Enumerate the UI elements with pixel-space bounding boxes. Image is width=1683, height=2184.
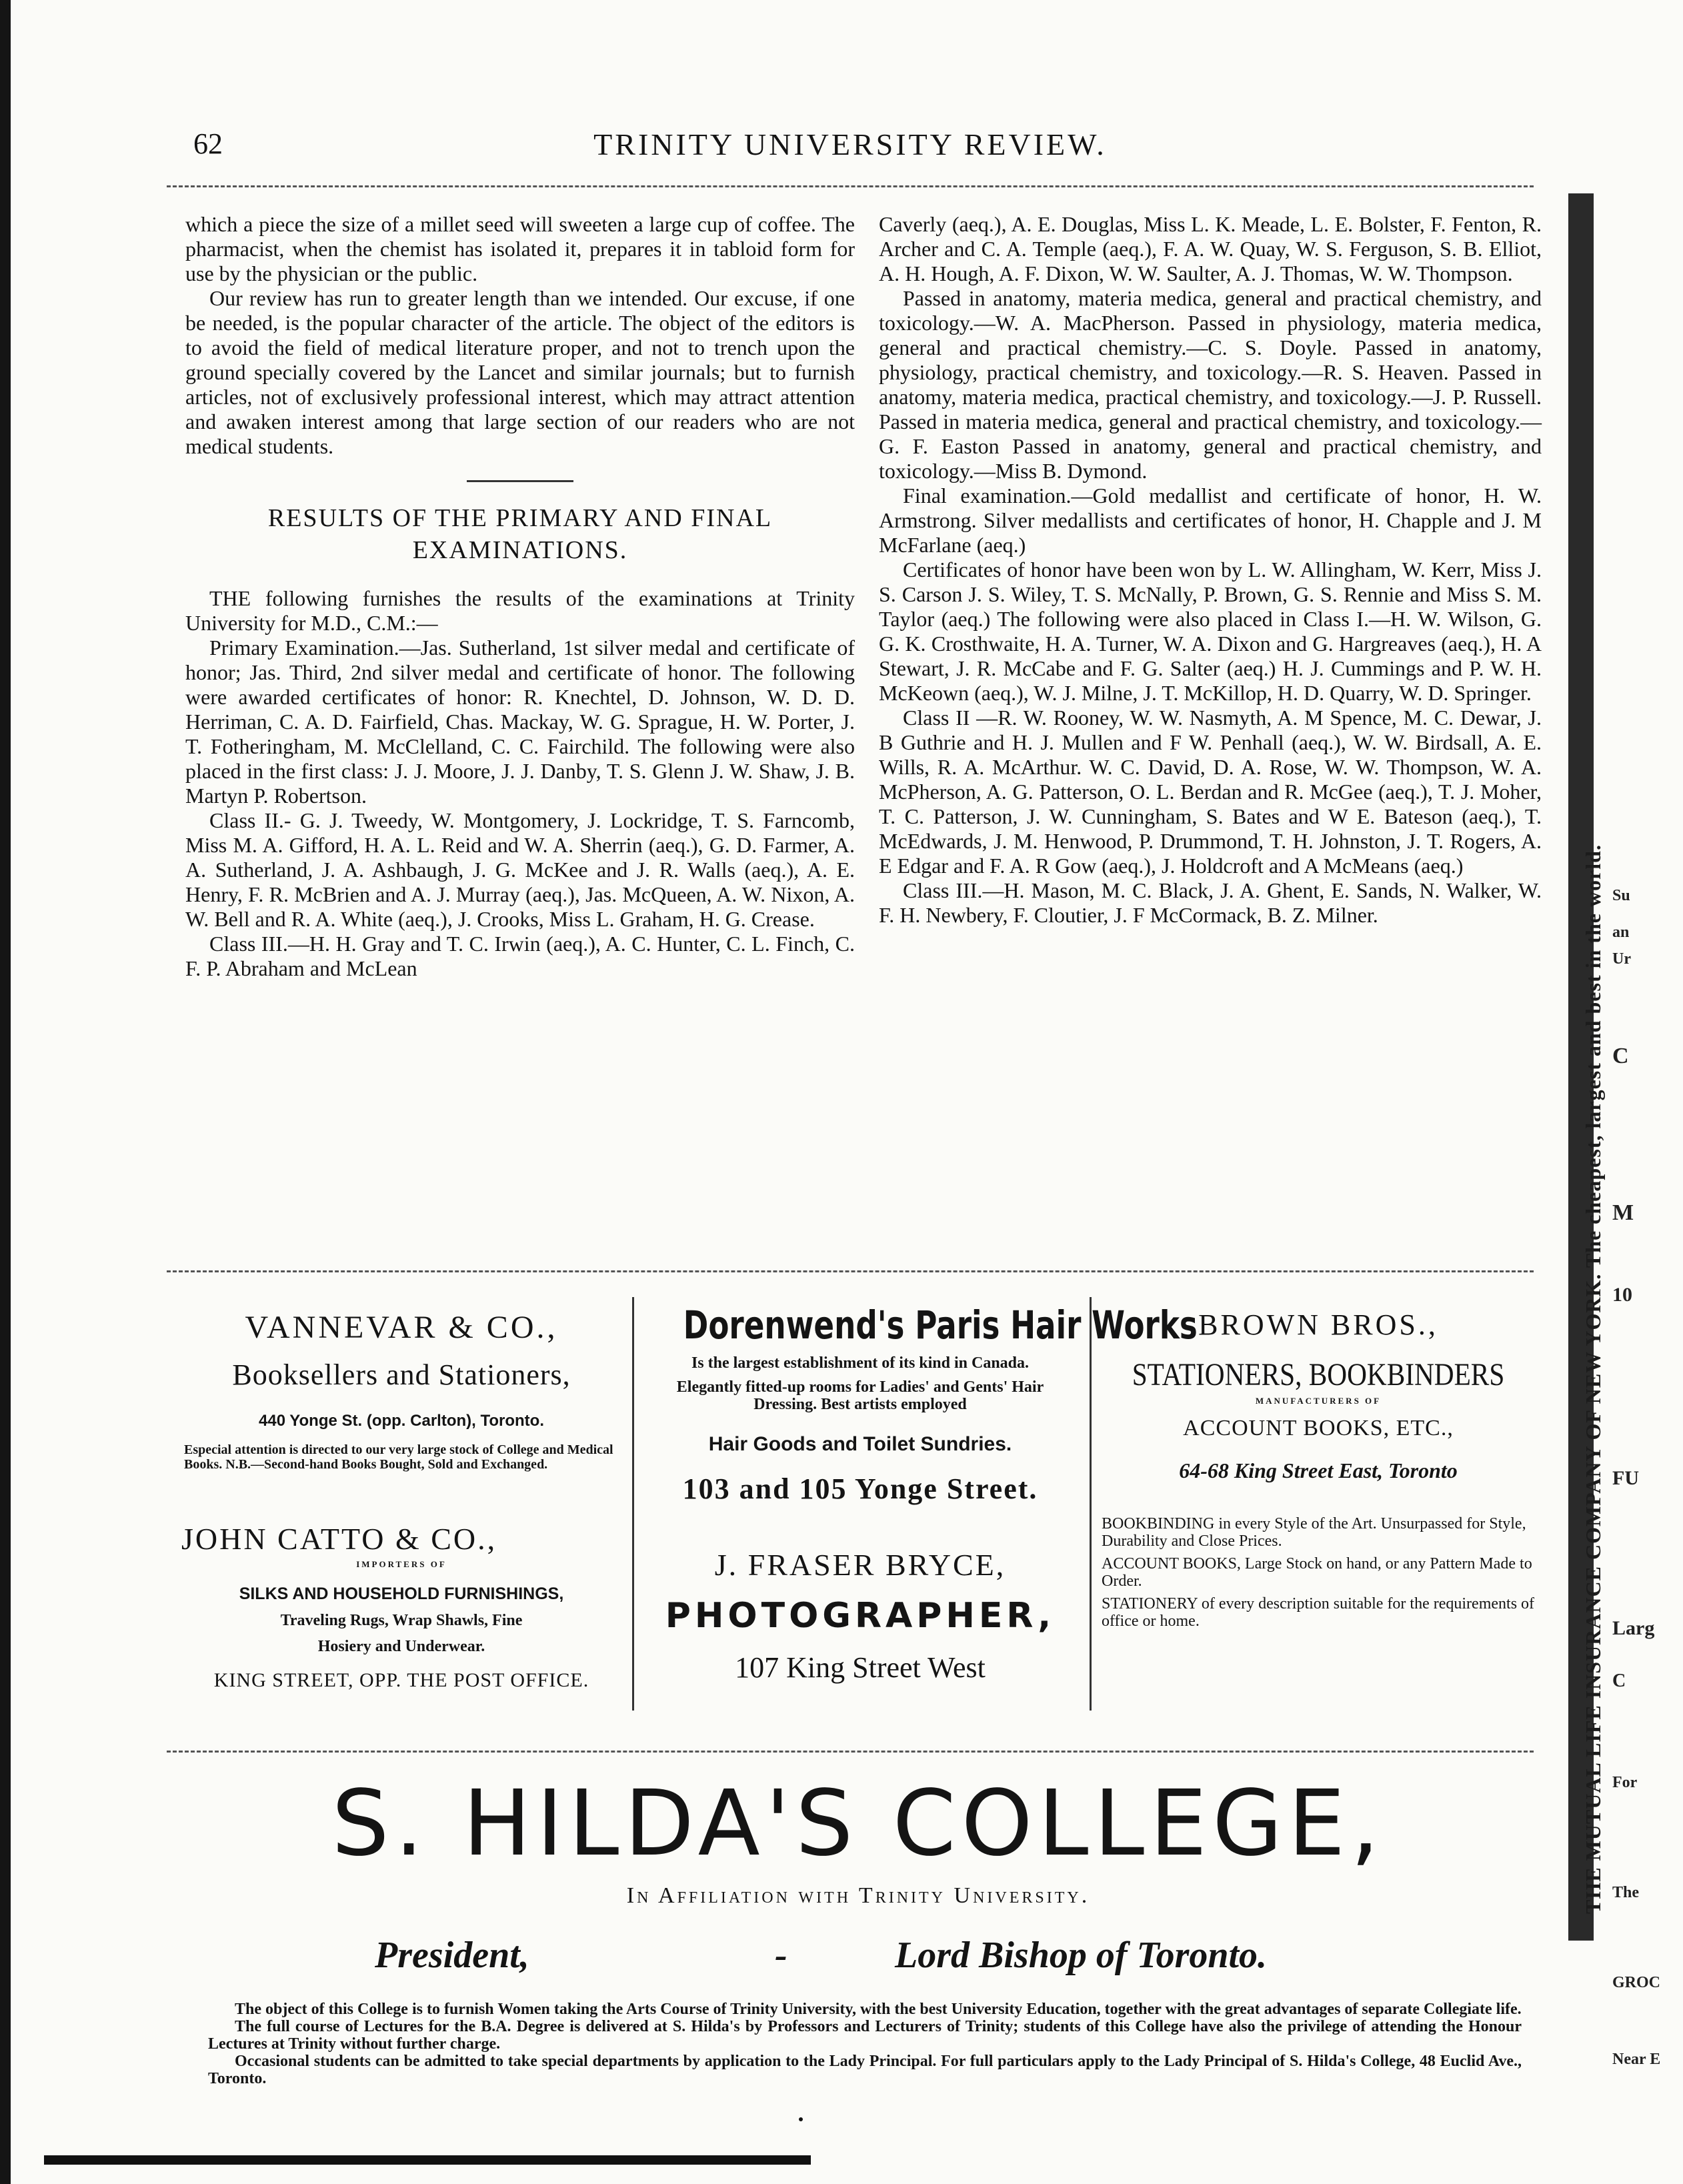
ads-rule bbox=[167, 1270, 1534, 1272]
ad-vannevar bbox=[175, 1284, 628, 1692]
hilda-title: S. HILDA'S COLLEGE, bbox=[331, 1771, 1385, 1877]
brown-account-books: ACCOUNT BOOKS, ETC., bbox=[1183, 1416, 1454, 1440]
section-divider bbox=[467, 480, 573, 482]
margin-fragment: an bbox=[1612, 924, 1630, 941]
right-column bbox=[879, 212, 1542, 928]
spine-advert-text: THE MUTUAL LIFE INSURANCE COMPANY OF NEW YORK. The cheapest, largest and best in the world. bbox=[1581, 844, 1605, 1914]
final-class-three: Class III.—H. Mason, M. C. Black, J. A. Ghent, E. Sands, N. Walker, W. F. H. Newbery, F. Cloutier, J. F McCormack, B. Z. Milner. bbox=[879, 878, 1542, 927]
brown-address: 64-68 King Street East, Toronto bbox=[1179, 1458, 1458, 1482]
brown-service-item: ACCOUNT BOOKS, Large Stock on hand, or any Pattern Made to Order. bbox=[1102, 1555, 1532, 1590]
partial-passes: Passed in anatomy, materia medica, general and practical chemistry, and toxicology.—W. A. MacPherson. Passed in physiology, materia medica, general and practical chemistry.—C. S. Doyle. Passed in anatomy, physiology, practical chemistry, and toxicology.—R. S. Heaven. Passed in anatomy, materia medica, practical chemistry, and toxicology.—J. P. Russell. Passed in materia medica, general and practical chemistry, and toxicology.—G. F. Easton Passed in anatomy, general and practical chemistry, and toxicology.—Miss B. Dymond. bbox=[879, 286, 1542, 483]
catto-importers: IMPORTERS OF bbox=[356, 1559, 447, 1569]
margin-fragment: FU bbox=[1612, 1467, 1639, 1489]
dorenwend-desc-1: Is the largest establishment of its kind in Canada. bbox=[691, 1354, 1030, 1372]
catto-street: KING STREET, OPP. THE POST OFFICE. bbox=[213, 1669, 589, 1691]
hilda-body bbox=[175, 2001, 1542, 2087]
margin-fragment: The bbox=[1612, 1884, 1640, 1901]
margin-fragment: GROC bbox=[1612, 1974, 1660, 1991]
hilda-paragraph: The object of this College is to furnish Women taking the Arts Course of Trinity University, with the best University Education, together with the great advantages of separate Collegiate life. bbox=[235, 2001, 1522, 2018]
primary-class-two: Class II.- G. J. Tweedy, W. Montgomery, J. Lockridge, T. S. Farncomb, Miss M. A. Gifford, H. A. L. Reid and W. A. Sherrin (aeq.), G. D. Farmer, A. A. Sutherland, J. A. Ashbaugh, J. G. McKee and J. R. Walls (aeq.), A. E. Henry, F. R. McBrien and A. J. Murray (aeq.), Jas. McQueen, A. W. Nixon, A. W. Bell and R. A. White (aeq.), J. Crooks, Miss L. Graham, H. G. Crease. bbox=[185, 808, 855, 931]
margin-fragment: Ur bbox=[1612, 950, 1631, 968]
margin-fragment: C bbox=[1612, 1671, 1626, 1691]
hilda-paragraph: The full course of Lectures for the B.A. Degree is delivered at S. Hilda's by Professors and Lecturers of Trinity; students of this College have also the privilege of attending the Honour Lectures at Trinity without further charge. bbox=[208, 2018, 1522, 2053]
vannevar-subtitle: Booksellers and Stationers, bbox=[232, 1358, 571, 1391]
print-speck bbox=[799, 2117, 803, 2121]
header-rule bbox=[167, 185, 1534, 187]
article-paragraph: Our review has run to greater length than we intended. Our excuse, if one be needed, is the popular character of the article. The object of the editors is to avoid the field of medical literature proper, and not to trench upon the ground specially covered by the Lancet and similar journals; but to furnish articles, not of exclusively professional interest, which may attract attention and awaken interest among that large section of our readers who are not medical students. bbox=[185, 286, 855, 458]
running-head bbox=[167, 127, 1534, 173]
brown-service-item: BOOKBINDING in every Style of the Art. Unsurpassed for Style, Durability and Close Prices. bbox=[1102, 1515, 1526, 1550]
dorenwend-desc-2: Elegantly fitted-up rooms for Ladies' and Gents' Hair Dressing. Best artists employed bbox=[676, 1378, 1044, 1413]
brown-name: BROWN BROS., bbox=[1198, 1308, 1438, 1341]
catto-silks: SILKS AND HOUSEHOLD FURNISHINGS, bbox=[239, 1584, 564, 1603]
margin-fragment: M bbox=[1612, 1200, 1634, 1225]
advertisements bbox=[175, 1284, 1542, 1744]
fraser-name: J. FRASER BRYCE, bbox=[714, 1548, 1006, 1582]
ad-dorenwend bbox=[633, 1284, 1198, 1685]
ad-brown-bros bbox=[1095, 1284, 1542, 1635]
catto-line-1: Traveling Rugs, Wrap Shawls, Fine bbox=[280, 1612, 523, 1629]
margin-fragment: C bbox=[1612, 1044, 1629, 1068]
margin-fragment: Su bbox=[1612, 887, 1630, 904]
page-number: 62 bbox=[193, 127, 223, 160]
dorenwend-sundries: Hair Goods and Toilet Sundries. bbox=[708, 1433, 1012, 1455]
section-heading: RESULTS OF THE PRIMARY AND FINAL EXAMINATIONS. bbox=[267, 504, 773, 564]
final-examination: Final examination.—Gold medallist and certificate of honor, H. W. Armstrong. Silver medallists and certificates of honor, H. Chapple and J. M McFarlane (aeq.) bbox=[879, 483, 1542, 557]
primary-examination: Primary Examination.—Jas. Sutherland, 1st silver medal and certificate of honor; Jas. Third, 2nd silver medal and certificate of honor. The following were awarded certificates of honor: R. Knechtel, D. Johnson, W. D. D. Herriman, C. A. D. Fairfield, Chas. Mackay, W. G. Sprague, H. W. Porter, J. T. Fotheringham, M. McClelland, C. C. Fairchild. The following were also placed in the first class: J. J. Moore, J. J. Danby, T. S. Glenn J. W. Shaw, J. B. Martyn P. Robertson. bbox=[185, 636, 855, 808]
fraser-profession: PHOTOGRAPHER, bbox=[665, 1596, 1056, 1636]
class-three-continuation: Caverly (aeq.), A. E. Douglas, Miss L. K. Meade, L. E. Bolster, F. Fenton, R. Archer and C. A. Temple (aeq.), F. A. W. Quay, W. S. Ferguson, S. B. Elliot, A. H. Hough, A. F. Dixon, W. W. Saulter, A. J. Thomas, W. W. Thompson. bbox=[879, 212, 1542, 285]
certificates-of-honor: Certificates of honor have been won by L. W. Allingham, W. Kerr, Miss J. S. Carson J. S. Wiley, T. S. McNally, P. Brown, G. S. Rennie and Miss S. M. Taylor (aeq.) The following were also placed in Class I.—H. W. Wilson, G. G. K. Crosthwaite, H. A. Turner, W. A. Dixon and G. Hargreaves (aeq.), H. A Stewart, J. R. McCabe and F. G. Salter (aeq.) H. J. Cummings and P. W. H. McKeown (aeq.), W. J. Milne, J. T. McKillop, H. D. Quarry, W. D. Springer. bbox=[879, 558, 1542, 705]
scan-edge-bar bbox=[0, 0, 11, 2184]
president-dash: - bbox=[775, 1935, 787, 1976]
president-label: President, bbox=[375, 1935, 529, 1976]
final-class-two: Class II —R. W. Rooney, W. W. Nasmyth, A. M Spence, M. C. Dewar, J. B Guthrie and H. J. Mullen and F W. Penhall (aeq.), W. W. Birdsall, A. E. Wills, R. A. McArthur. W. C. David, D. A. Rose, W. W. Thompson, W. A. McPherson, A. G. Patterson, O. L. Berdan and R. McGee (aeq.), T. J. Moher, T. C. Patterson, J. W. Cunningham, S. Bates and W E. Bateson (aeq.), T. McEdwards, J. M. Henwood, P. Drummond, T. H. Johnston, J. T. Rogers, A. E Edgar and F. A. R Gow (aeq.), J. Holdcroft and A McMeans (aeq.) bbox=[879, 706, 1542, 878]
catto-name: JOHN CATTO & CO., bbox=[181, 1522, 497, 1556]
primary-class-three: Class III.—H. H. Gray and T. C. Irwin (aeq.), A. C. Hunter, C. L. Finch, C. F. P. Abraham and McLean bbox=[185, 932, 855, 980]
margin-fragment: For bbox=[1612, 1774, 1638, 1791]
hilda-college-ad bbox=[175, 1761, 1542, 2087]
margin-fragment: Larg bbox=[1612, 1617, 1655, 1639]
results-intro: THE following furnishes the results of the examinations at Trinity University for M.D., C.M.:— bbox=[185, 586, 855, 635]
hilda-president bbox=[175, 1934, 1542, 1981]
left-column bbox=[185, 212, 855, 981]
margin-fragment: Near E bbox=[1612, 2051, 1661, 2068]
hilda-rule bbox=[167, 1751, 1534, 1753]
hilda-affiliation: In Affiliation with Trinity University. bbox=[626, 1883, 1090, 1908]
president-name: Lord Bishop of Toronto. bbox=[895, 1935, 1268, 1976]
ad-separator bbox=[1090, 1297, 1092, 1711]
hilda-paragraph: Occasional students can be admitted to take special departments by application to the Lady Principal. For full particulars apply to the Lady Principal of S. Hilda's College, 48 Euclid Ave., Toronto. bbox=[208, 2053, 1522, 2087]
fraser-street: 107 King Street West bbox=[735, 1651, 986, 1684]
brown-services bbox=[1095, 1515, 1542, 1630]
brown-service-item: STATIONERY of every description suitable for the requirements of office or home. bbox=[1102, 1595, 1535, 1630]
dorenwend-title: Dorenwend's Paris Hair Works bbox=[683, 1302, 1198, 1348]
vannevar-address: 440 Yonge St. (opp. Carlton), Toronto. bbox=[259, 1412, 544, 1430]
brown-subtitle: STATIONERS, BOOKBINDERS bbox=[1132, 1357, 1505, 1392]
catto-line-2: Hosiery and Underwear. bbox=[317, 1638, 485, 1655]
vannevar-note: Especial attention is directed to our very large stock of College and Medical Books. N.B.—Second-hand Books Bought, Sold and Exchanged. bbox=[184, 1442, 613, 1472]
brown-manufacturers: MANUFACTURERS OF bbox=[1255, 1396, 1382, 1406]
margin-fragment: 10 bbox=[1612, 1284, 1632, 1306]
bottom-scan-line bbox=[44, 2155, 811, 2165]
article-continuation: which a piece the size of a millet seed will sweeten a large cup of coffee. The pharmacist, when the chemist has isolated it, prepares it in tabloid form for use by the physician or the public. bbox=[185, 212, 855, 285]
vannevar-name: VANNEVAR & CO., bbox=[245, 1310, 558, 1345]
journal-title: TRINITY UNIVERSITY REVIEW. bbox=[593, 127, 1107, 161]
dorenwend-street: 103 and 105 Yonge Street. bbox=[682, 1472, 1038, 1505]
